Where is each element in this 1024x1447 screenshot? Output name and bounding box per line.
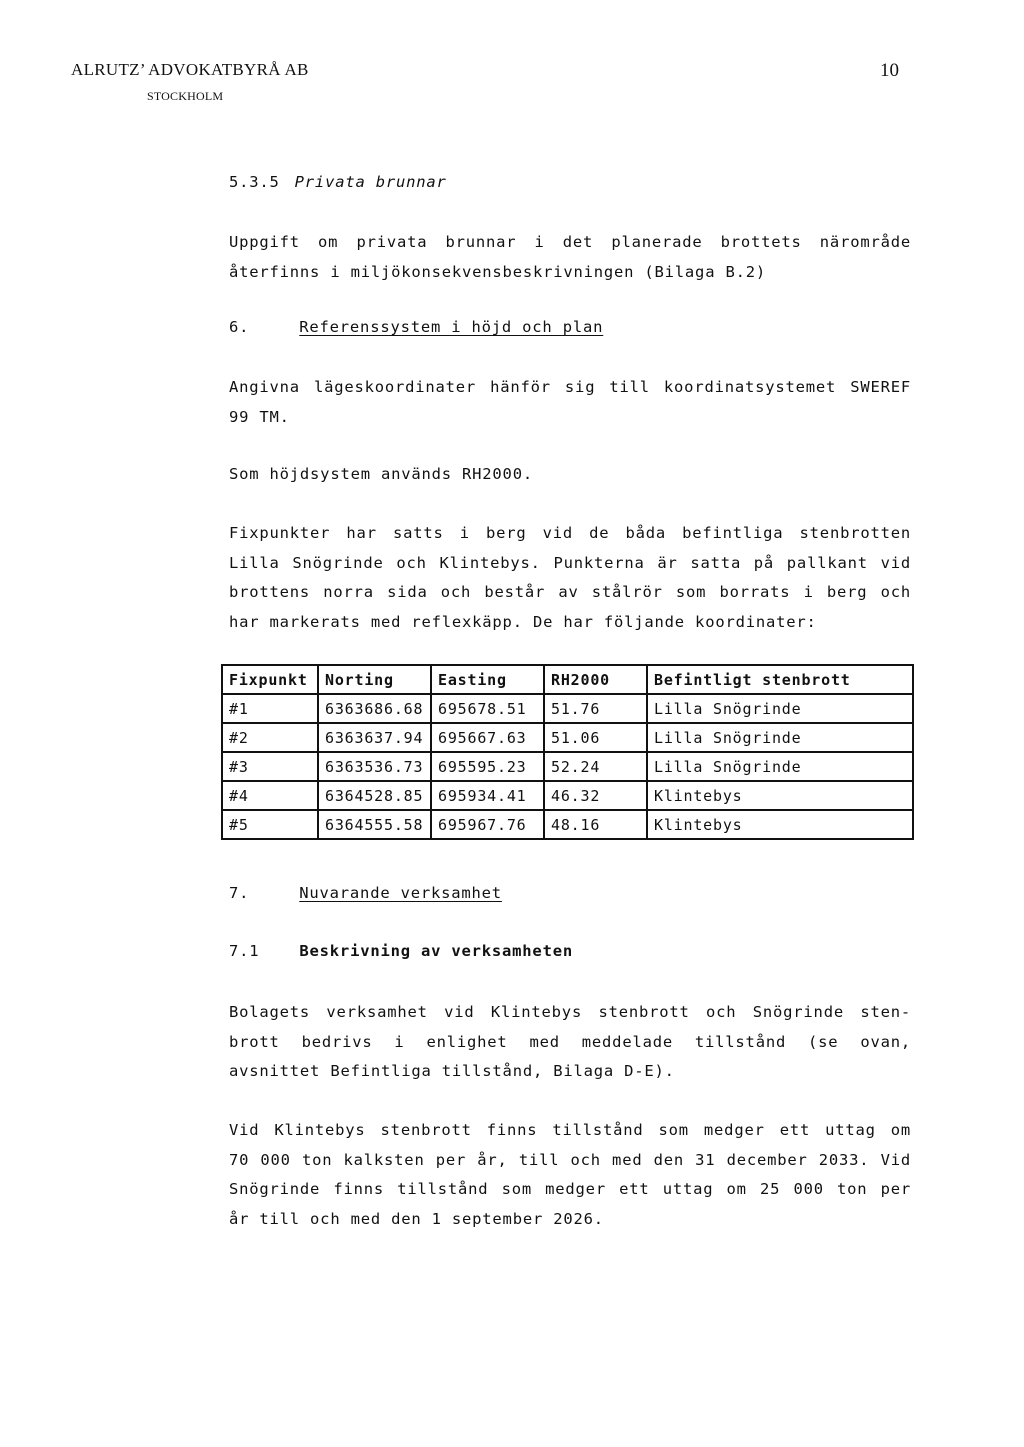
table-cell: Klintebys <box>647 781 913 810</box>
text-line: Snögrinde finns tillstånd som medger ett uttag om 25 000 ton per <box>229 1180 911 1198</box>
table-cell: 48.16 <box>544 810 647 839</box>
section-heading-6 <box>229 318 603 336</box>
paragraph-private-wells <box>229 228 911 287</box>
text-line: 70 000 ton kalksten per år, till och med den 31 december 2033. Vid <box>229 1150 911 1169</box>
table-cell: 46.32 <box>544 781 647 810</box>
table-row <box>222 810 913 839</box>
table-cell: 51.06 <box>544 723 647 752</box>
paragraph-operations <box>229 998 911 1087</box>
table-cell: #1 <box>222 694 318 723</box>
table-cell: 6363536.73 <box>318 752 431 781</box>
column-header: Befintligt stenbrott <box>647 665 913 694</box>
table-row <box>222 723 913 752</box>
column-header: Norting <box>318 665 431 694</box>
section-title: Referenssystem i höjd och plan <box>299 318 604 336</box>
firm-city: STOCKHOLM <box>147 89 224 103</box>
section-heading-7 <box>229 884 502 902</box>
text-line: avsnittet Befintliga tillstånd, Bilaga D-E). <box>229 1062 675 1080</box>
table-row <box>222 694 913 723</box>
table-row <box>222 752 913 781</box>
firm-name: ALRUTZ’ ADVOKATBYRÅ AB <box>71 60 309 79</box>
table-cell: 6363686.68 <box>318 694 431 723</box>
table-cell: 695934.41 <box>431 781 544 810</box>
paragraph-coordinates <box>229 373 911 432</box>
section-heading-7-1 <box>229 942 573 960</box>
section-number: 5.3.5 <box>229 173 280 191</box>
section-number: 7.1 <box>229 942 260 960</box>
table-cell: #2 <box>222 723 318 752</box>
column-header: Fixpunkt <box>222 665 318 694</box>
text-line: brott bedrivs i enlighet med meddelade tillstånd (se ovan, <box>229 1032 911 1051</box>
section-number: 6. <box>229 318 250 336</box>
table-cell: 695595.23 <box>431 752 544 781</box>
table-cell: 695967.76 <box>431 810 544 839</box>
text-line: har markerats med reflexkäpp. De har följande koordinater: <box>229 612 817 631</box>
section-heading-5-3-5 <box>229 173 447 191</box>
text-line: Uppgift om privata brunnar i det planerade brottets närområde <box>229 233 911 251</box>
text-line: 99 TM. <box>229 407 290 426</box>
column-header: Easting <box>431 665 544 694</box>
section-title: Beskrivning av verksamheten <box>299 942 573 960</box>
table-cell: 6364555.58 <box>318 810 431 839</box>
table-cell: 6363637.94 <box>318 723 431 752</box>
text-line: Lilla Snögrinde och Klintebys. Punkterna är satta på pallkant vid <box>229 553 911 572</box>
fixpoint-table <box>221 664 914 840</box>
text-line: Vid Klintebys stenbrott finns tillstånd som medger ett uttag om <box>229 1121 911 1139</box>
table-cell: Lilla Snögrinde <box>647 752 913 781</box>
table-cell: #5 <box>222 810 318 839</box>
text-line: år till och med den 1 september 2026. <box>229 1209 604 1228</box>
section-number: 7. <box>229 884 250 902</box>
table-cell: #3 <box>222 752 318 781</box>
text-line: återfinns i miljökonsekvensbeskrivningen (Bilaga B.2) <box>229 262 766 281</box>
text-line: Angivna lägeskoordinater hänför sig till koordinatsystemet SWEREF <box>229 378 911 396</box>
table-cell: Klintebys <box>647 810 913 839</box>
section-title: Privata brunnar <box>294 173 447 191</box>
text-line: Fixpunkter har satts i berg vid de båda befintliga stenbrotten <box>229 524 911 542</box>
table-cell: 695678.51 <box>431 694 544 723</box>
table-cell: 52.24 <box>544 752 647 781</box>
paragraph-permits <box>229 1116 911 1234</box>
section-title: Nuvarande verksamhet <box>299 884 502 902</box>
table-cell: 695667.63 <box>431 723 544 752</box>
column-header: RH2000 <box>544 665 647 694</box>
table-header-row <box>222 665 913 694</box>
table-cell: Lilla Snögrinde <box>647 723 913 752</box>
table-cell: 51.76 <box>544 694 647 723</box>
page-number: 10 <box>880 60 899 81</box>
paragraph-fixpoints <box>229 519 911 637</box>
table-cell: 6364528.85 <box>318 781 431 810</box>
table-cell: #4 <box>222 781 318 810</box>
text-line: Bolagets verksamhet vid Klintebys stenbrott och Snögrinde sten- <box>229 1003 911 1021</box>
table-row <box>222 781 913 810</box>
text-line: brottens norra sida och består av stålrör som borrats i berg och <box>229 583 911 601</box>
paragraph-height-system: Som höjdsystem används RH2000. <box>229 465 533 483</box>
table-cell: Lilla Snögrinde <box>647 694 913 723</box>
